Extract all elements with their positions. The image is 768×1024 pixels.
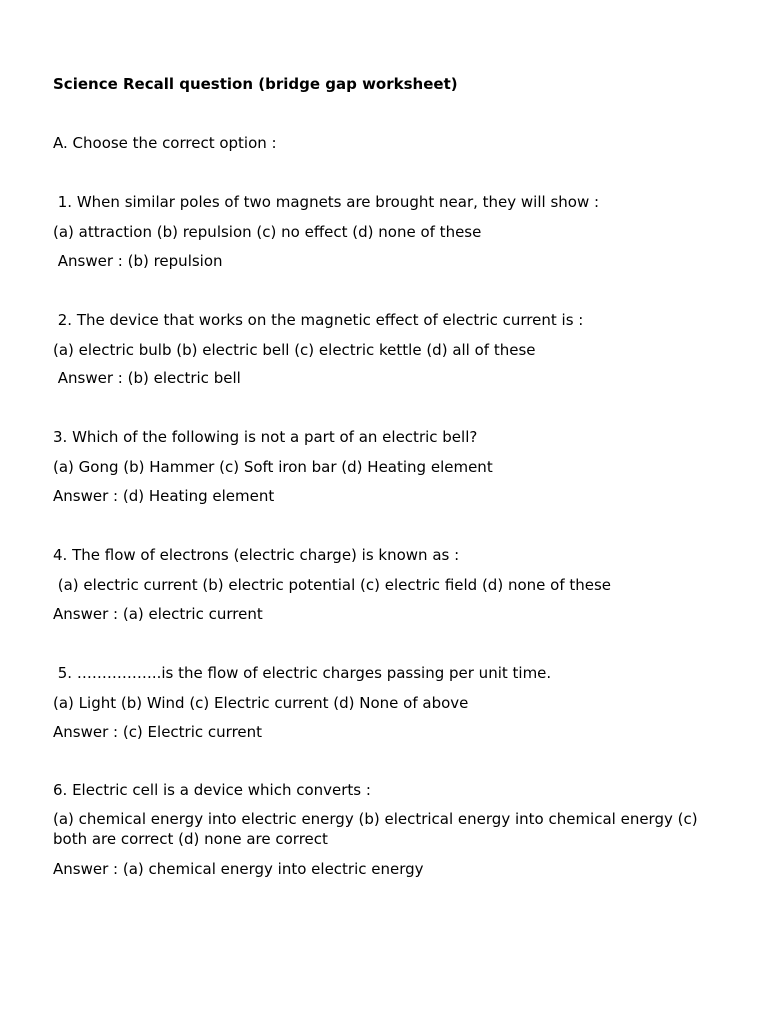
question-3-options: (a) Gong (b) Hammer (c) Soft iron bar (d) Heating element [53,458,493,476]
question-6-options: (a) chemical energy into electric energy (b) electrical energy into chemical energy (c) both are correct (d) none are correct [53,810,698,848]
section-heading: A. Choose the correct option : [53,134,277,152]
question-4: 4. The flow of electrons (electric charge) is known as : [53,546,460,564]
question-1: 1. When similar poles of two magnets are brought near, they will show : [53,193,600,211]
question-5-options: (a) Light (b) Wind (c) Electric current (d) None of above [53,694,469,712]
question-1-options: (a) attraction (b) repulsion (c) no effect (d) none of these [53,223,482,241]
worksheet-title: Science Recall question (bridge gap worksheet) [53,75,458,93]
question-6: 6. Electric cell is a device which converts : [53,781,371,799]
question-1-answer: Answer : (b) repulsion [53,252,223,270]
question-5: 5. ……………..is the flow of electric charges passing per unit time. [53,664,552,682]
question-2: 2. The device that works on the magnetic effect of electric current is : [53,311,584,329]
question-2-answer: Answer : (b) electric bell [53,369,241,387]
question-4-answer: Answer : (a) electric current [53,605,263,623]
question-3-answer: Answer : (d) Heating element [53,487,275,505]
question-4-options: (a) electric current (b) electric potential (c) electric field (d) none of these [53,576,612,594]
question-3: 3. Which of the following is not a part of an electric bell? [53,428,478,446]
question-5-answer: Answer : (c) Electric current [53,723,263,741]
question-6-answer: Answer : (a) chemical energy into electric energy [53,860,424,878]
question-2-options: (a) electric bulb (b) electric bell (c) electric kettle (d) all of these [53,341,536,359]
